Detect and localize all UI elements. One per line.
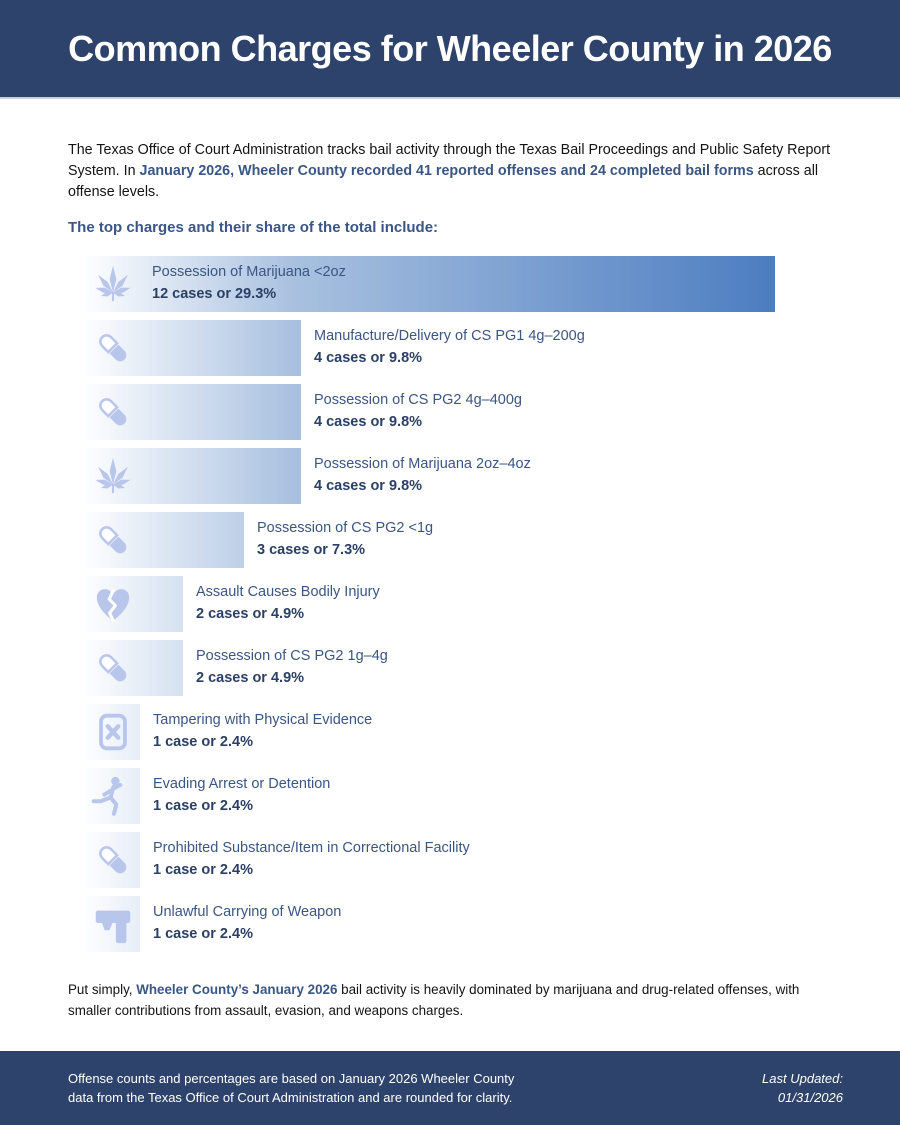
charge-label: Possession of Marijuana <2oz: [152, 264, 346, 280]
case-count-label: 4 cases or 9.8%: [314, 350, 423, 366]
charge-label: Manufacture/Delivery of CS PG1 4g–200g: [314, 328, 585, 344]
case-count-label: 3 cases or 7.3%: [257, 542, 366, 558]
charge-label: Evading Arrest or Detention: [153, 776, 331, 792]
pistol-icon: [90, 901, 136, 947]
charge-label: Assault Causes Bodily Injury: [196, 584, 380, 600]
bar-chart: [85, 256, 842, 952]
case-count-label: 2 cases or 4.9%: [196, 670, 305, 686]
bar-labels: [152, 264, 346, 302]
footer-band: [0, 1051, 900, 1125]
charge-label: Prohibited Substance/Item in Correctional Facility: [153, 840, 470, 856]
chart-row: [85, 704, 842, 760]
closing-paragraph: [68, 979, 842, 1021]
chart-row: [85, 512, 842, 568]
case-count-label: 12 cases or 29.3%: [152, 286, 277, 302]
marijuana-leaf-icon: [90, 261, 136, 307]
footer-attribution: [68, 1069, 514, 1107]
case-count-label: 4 cases or 9.8%: [314, 478, 423, 494]
intro-text-end: across all offense levels.: [68, 163, 819, 200]
case-count-label: 1 case or 2.4%: [153, 734, 253, 750]
capsule-pill-icon: [90, 837, 136, 883]
chart-row: [85, 576, 842, 632]
bar-labels: [314, 456, 531, 494]
marijuana-leaf-icon: [90, 453, 136, 499]
intro-paragraph: [68, 140, 842, 203]
bar-labels: [314, 328, 585, 366]
closing-text-start: Put simply,: [68, 982, 137, 997]
chart-row: [85, 640, 842, 696]
closing-highlight: Wheeler County’s January 2026: [136, 982, 338, 997]
bar-labels: [196, 584, 380, 622]
charge-label: Possession of CS PG2 1g–4g: [196, 648, 388, 664]
content-area: [0, 140, 900, 1021]
chart-row: [85, 896, 842, 952]
charge-label: Unlawful Carrying of Weapon: [153, 904, 342, 920]
chart-row: [85, 448, 842, 504]
bar-labels: [257, 520, 433, 558]
header-band: [0, 0, 900, 99]
card-x-icon: [90, 709, 136, 755]
chart-row: [85, 768, 842, 824]
intro-highlight: January 2026, Wheeler County recorded 41 reported offenses and 24 completed bail forms: [139, 163, 754, 179]
bar-labels: [153, 712, 372, 750]
chart-title: The top charges and their share of the total include:: [68, 219, 439, 236]
intro-text-start: The Texas Office of Court Administration tracks bail activity through the Texas Bail Proceedings and Public Safety Report System. In: [68, 142, 831, 179]
footer-attribution-line2: data from the Texas Office of Court Administration and are rounded for clarity.: [68, 1090, 513, 1105]
charge-label: Possession of CS PG2 4g–400g: [314, 392, 522, 408]
bar-labels: [196, 648, 388, 686]
case-count-label: 1 case or 2.4%: [153, 926, 253, 942]
capsule-pill-icon: [90, 645, 136, 691]
bar-labels: [153, 776, 330, 814]
capsule-pill-icon: [90, 389, 136, 435]
case-count-label: 2 cases or 4.9%: [196, 606, 305, 622]
capsule-pill-icon: [90, 325, 136, 371]
case-count-label: 4 cases or 9.8%: [314, 414, 423, 430]
case-count-label: 1 case or 2.4%: [153, 862, 253, 878]
bar-labels: [153, 840, 470, 878]
footer-attribution-line1: Offense counts and percentages are based on January 2026 Wheeler County: [68, 1071, 515, 1086]
chart-row: [85, 256, 842, 312]
capsule-pill-icon: [90, 517, 136, 563]
broken-heart-icon: [90, 581, 136, 627]
charge-label: Tampering with Physical Evidence: [153, 712, 373, 728]
last-updated-date: 01/31/2026: [777, 1090, 843, 1105]
last-updated-label: Last Updated:: [762, 1071, 843, 1086]
chart-row: [85, 320, 842, 376]
closing-text-end: bail activity is heavily dominated by marijuana and drug-related offenses, with smaller contributions from assault, evasion, and weapons charges.: [68, 982, 800, 1018]
chart-row: [85, 832, 842, 888]
running-person-icon: [90, 773, 136, 819]
bar-labels: [153, 904, 341, 942]
page-title: Common Charges for Wheeler County in 2026: [68, 27, 832, 69]
case-count-label: 1 case or 2.4%: [153, 798, 253, 814]
charge-label: Possession of CS PG2 <1g: [257, 520, 434, 536]
chart-row: [85, 384, 842, 440]
last-updated: [762, 1069, 843, 1107]
bar-labels: [314, 392, 522, 430]
charge-label: Possession of Marijuana 2oz–4oz: [314, 456, 531, 472]
